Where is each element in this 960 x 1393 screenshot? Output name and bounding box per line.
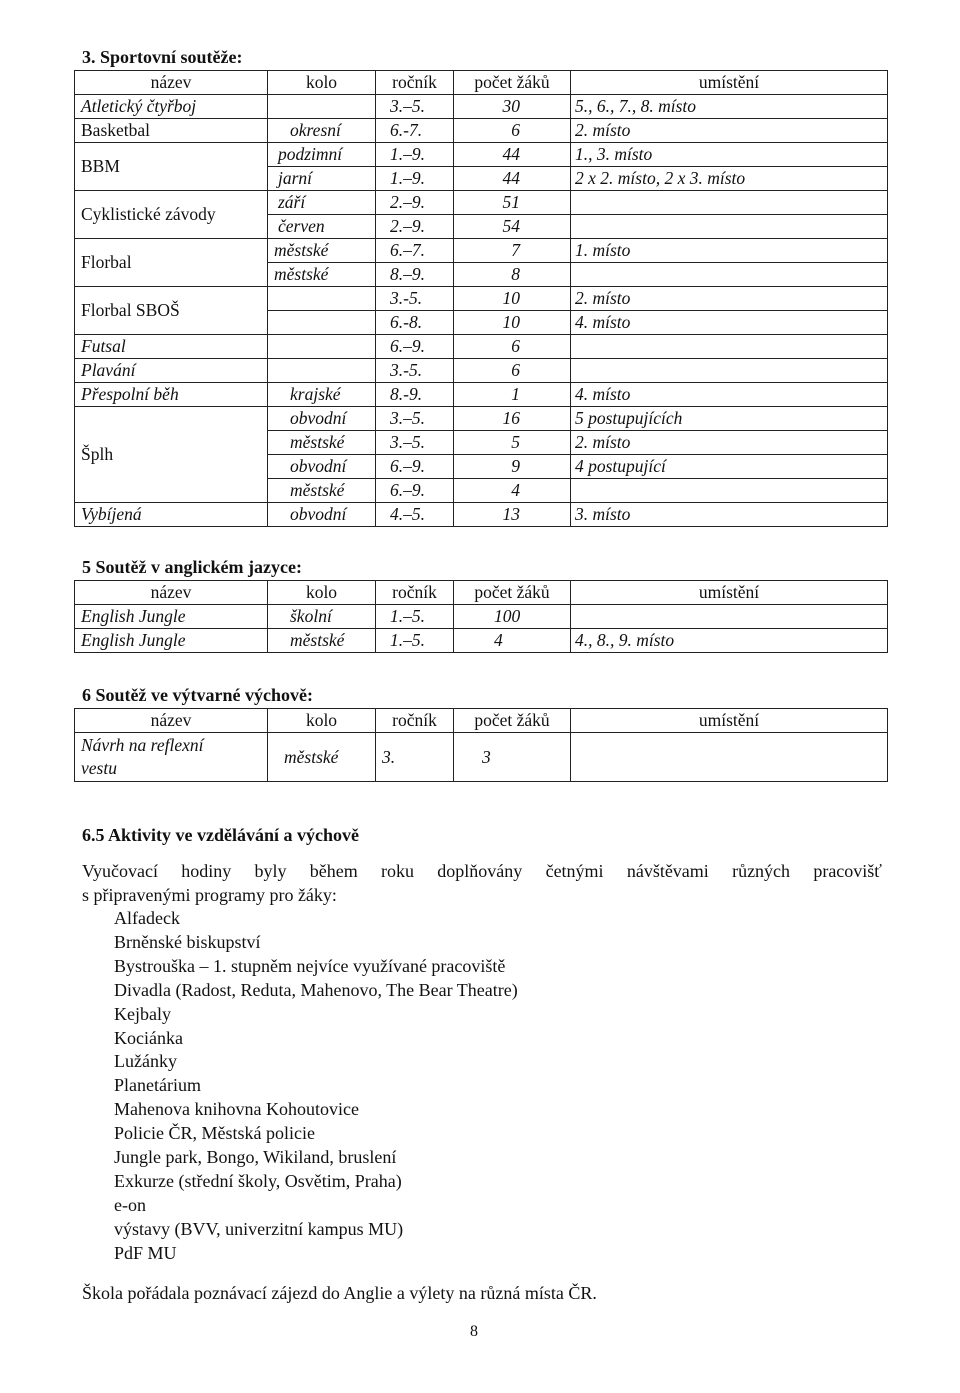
cell-kolo: obvodní <box>268 455 376 479</box>
col-nazev: název <box>75 581 268 605</box>
cell-kolo: obvodní <box>268 407 376 431</box>
list-item: Policie ČR, Městská policie <box>114 1123 315 1144</box>
cell-pocet: 44 <box>454 143 571 167</box>
cell-nazev: Plavání <box>75 359 268 383</box>
cell-umisteni <box>571 479 888 503</box>
cell-umisteni: 4. místo <box>571 383 888 407</box>
table-row <box>75 383 888 407</box>
cell-rocnik: 6.–9. <box>376 455 454 479</box>
cell-kolo: obvodní <box>268 503 376 527</box>
list-item: Divadla (Radost, Reduta, Mahenovo, The Bear Theatre) <box>114 979 518 1000</box>
cell-kolo: městské <box>268 733 376 782</box>
cell-umisteni <box>571 359 888 383</box>
cell-umisteni: 2. místo <box>571 287 888 311</box>
cell-pocet: 9 <box>454 455 571 479</box>
cell-umisteni: 1. místo <box>571 239 888 263</box>
table-row <box>75 287 888 311</box>
cell-kolo: okresní <box>268 119 376 143</box>
table-row <box>75 605 888 629</box>
cell-nazev: Atletický čtyřboj <box>75 95 268 119</box>
cell-pocet: 30 <box>454 95 571 119</box>
cell-nazev: Přespolní běh <box>75 383 268 407</box>
col-kolo: kolo <box>268 581 376 605</box>
list-item: PdF MU <box>114 1242 177 1263</box>
cell-nazev: Florbal <box>75 239 268 287</box>
cell-rocnik: 6.–7. <box>376 239 454 263</box>
cell-kolo <box>268 311 376 335</box>
table-row <box>75 629 888 653</box>
cell-pocet: 100 <box>454 605 571 629</box>
col-umisteni: umístění <box>571 581 888 605</box>
cell-umisteni: 5 postupujících <box>571 407 888 431</box>
col-kolo: kolo <box>268 709 376 733</box>
cell-nazev: Cyklistické závody <box>75 191 268 239</box>
col-pocet: počet žáků <box>454 71 571 95</box>
table-row <box>75 335 888 359</box>
cell-kolo: městské <box>268 263 376 287</box>
col-pocet: počet žáků <box>454 709 571 733</box>
cell-umisteni: 4 postupující <box>571 455 888 479</box>
cell-umisteni <box>571 605 888 629</box>
table-row <box>75 95 888 119</box>
sport-heading: 3. Sportovní soutěže: <box>82 47 243 67</box>
col-umisteni: umístění <box>571 71 888 95</box>
cell-nazev-line2: vestu <box>81 758 117 778</box>
cell-nazev: BBM <box>75 143 268 191</box>
sport-table <box>74 70 888 527</box>
cell-rocnik: 2.–9. <box>376 215 454 239</box>
cell-umisteni: 4., 8., 9. místo <box>571 629 888 653</box>
cell-umisteni <box>571 191 888 215</box>
cell-umisteni: 4. místo <box>571 311 888 335</box>
col-rocnik: ročník <box>376 581 454 605</box>
closing-text: Škola pořádala poznávací zájezd do Anglie a výlety na různá místa ČR. <box>82 1283 597 1303</box>
english-table <box>74 580 888 653</box>
cell-kolo: krajské <box>268 383 376 407</box>
cell-rocnik: 6.–9. <box>376 479 454 503</box>
cell-pocet: 5 <box>454 431 571 455</box>
table-row <box>75 239 888 263</box>
list-item: Kociánka <box>114 1027 183 1048</box>
cell-pocet: 10 <box>454 287 571 311</box>
cell-pocet: 7 <box>454 239 571 263</box>
list-item: e-on <box>114 1194 146 1215</box>
cell-pocet: 13 <box>454 503 571 527</box>
cell-rocnik: 1.–5. <box>376 629 454 653</box>
col-rocnik: ročník <box>376 709 454 733</box>
list-item: Bystrouška – 1. stupněm nejvíce využívané pracoviště <box>114 955 506 976</box>
list-item: Jungle park, Bongo, Wikiland, bruslení <box>114 1147 397 1168</box>
list-item: Kejbaly <box>114 1003 171 1024</box>
col-kolo: kolo <box>268 71 376 95</box>
cell-kolo <box>268 335 376 359</box>
list-item: výstavy (BVV, univerzitní kampus MU) <box>114 1218 404 1239</box>
cell-kolo: městské <box>268 239 376 263</box>
cell-pocet: 3 <box>454 733 571 782</box>
cell-umisteni <box>571 263 888 287</box>
cell-kolo <box>268 359 376 383</box>
cell-kolo: městské <box>268 629 376 653</box>
cell-kolo <box>268 95 376 119</box>
col-rocnik: ročník <box>376 71 454 95</box>
cell-umisteni <box>571 215 888 239</box>
cell-pocet: 10 <box>454 311 571 335</box>
col-umisteni: umístění <box>571 709 888 733</box>
cell-rocnik: 3.-5. <box>376 359 454 383</box>
cell-pocet: 6 <box>454 335 571 359</box>
list-item: Planetárium <box>114 1075 201 1096</box>
cell-rocnik: 3.–5. <box>376 407 454 431</box>
cell-rocnik: 4.–5. <box>376 503 454 527</box>
cell-kolo: červen <box>268 215 376 239</box>
list-item: Brněnské biskupství <box>114 931 261 952</box>
cell-pocet: 16 <box>454 407 571 431</box>
cell-nazev: English Jungle <box>75 605 268 629</box>
col-nazev: název <box>75 71 268 95</box>
cell-pocet: 8 <box>454 263 571 287</box>
cell-rocnik: 6.–9. <box>376 335 454 359</box>
table-row <box>75 503 888 527</box>
cell-umisteni: 3. místo <box>571 503 888 527</box>
cell-pocet: 1 <box>454 383 571 407</box>
cell-kolo: září <box>268 191 376 215</box>
cell-nazev-line1: Návrh na reflexní <box>81 735 204 755</box>
cell-nazev: Basketbal <box>75 119 268 143</box>
cell-kolo: školní <box>268 605 376 629</box>
cell-umisteni <box>571 733 888 782</box>
cell-rocnik: 8.–9. <box>376 263 454 287</box>
art-heading: 6 Soutěž ve výtvarné výchově: <box>82 685 313 705</box>
cell-nazev: English Jungle <box>75 629 268 653</box>
activities-intro <box>82 859 882 907</box>
cell-pocet: 4 <box>454 479 571 503</box>
list-item: Alfadeck <box>114 908 180 928</box>
activities-heading: 6.5 Aktivity ve vzdělávání a výchově <box>82 825 359 845</box>
cell-umisteni: 2 x 2. místo, 2 x 3. místo <box>571 167 888 191</box>
cell-nazev <box>75 733 268 782</box>
cell-rocnik: 1.–5. <box>376 605 454 629</box>
cell-rocnik: 8.-9. <box>376 383 454 407</box>
cell-rocnik: 3.-5. <box>376 287 454 311</box>
english-header-row <box>75 581 888 605</box>
cell-rocnik: 1.–9. <box>376 143 454 167</box>
cell-umisteni: 2. místo <box>571 119 888 143</box>
cell-rocnik: 2.–9. <box>376 191 454 215</box>
cell-pocet: 6 <box>454 359 571 383</box>
cell-nazev: Florbal SBOŠ <box>75 287 268 335</box>
intro-line-2: s připravenými programy pro žáky: <box>82 885 337 905</box>
cell-rocnik: 6.-7. <box>376 119 454 143</box>
page-number: 8 <box>470 1323 478 1340</box>
cell-kolo: městské <box>268 479 376 503</box>
art-header-row <box>75 709 888 733</box>
sport-header-row <box>75 71 888 95</box>
cell-pocet: 4 <box>454 629 571 653</box>
table-row <box>75 733 888 782</box>
cell-rocnik: 6.-8. <box>376 311 454 335</box>
cell-nazev: Šplh <box>75 407 268 503</box>
cell-pocet: 54 <box>454 215 571 239</box>
table-row <box>75 407 888 431</box>
cell-kolo: podzimní <box>268 143 376 167</box>
cell-umisteni: 5., 6., 7., 8. místo <box>571 95 888 119</box>
cell-pocet: 51 <box>454 191 571 215</box>
cell-nazev: Vybíjená <box>75 503 268 527</box>
list-item: Lužánky <box>114 1051 177 1072</box>
cell-umisteni <box>571 335 888 359</box>
list-item: Exkurze (střední školy, Osvětim, Praha) <box>114 1170 402 1191</box>
cell-rocnik: 1.–9. <box>376 167 454 191</box>
cell-rocnik: 3.–5. <box>376 431 454 455</box>
cell-kolo: jarní <box>268 167 376 191</box>
cell-pocet: 6 <box>454 119 571 143</box>
table-row <box>75 143 888 167</box>
col-nazev: název <box>75 709 268 733</box>
table-row <box>75 119 888 143</box>
cell-umisteni: 1., 3. místo <box>571 143 888 167</box>
cell-nazev: Futsal <box>75 335 268 359</box>
cell-kolo: městské <box>268 431 376 455</box>
table-row <box>75 359 888 383</box>
list-item: Mahenova knihovna Kohoutovice <box>114 1099 359 1120</box>
cell-rocnik: 3.–5. <box>376 95 454 119</box>
cell-pocet: 44 <box>454 167 571 191</box>
table-row <box>75 191 888 215</box>
cell-kolo <box>268 287 376 311</box>
cell-rocnik: 3. <box>376 733 454 782</box>
art-table <box>74 708 888 782</box>
cell-umisteni: 2. místo <box>571 431 888 455</box>
activities-list <box>114 907 518 1266</box>
intro-line-1: Vyučovací hodiny byly během roku doplňovány četnými návštěvami různých pracovišť <box>82 861 882 881</box>
english-heading: 5 Soutěž v anglickém jazyce: <box>82 557 302 577</box>
col-pocet: počet žáků <box>454 581 571 605</box>
